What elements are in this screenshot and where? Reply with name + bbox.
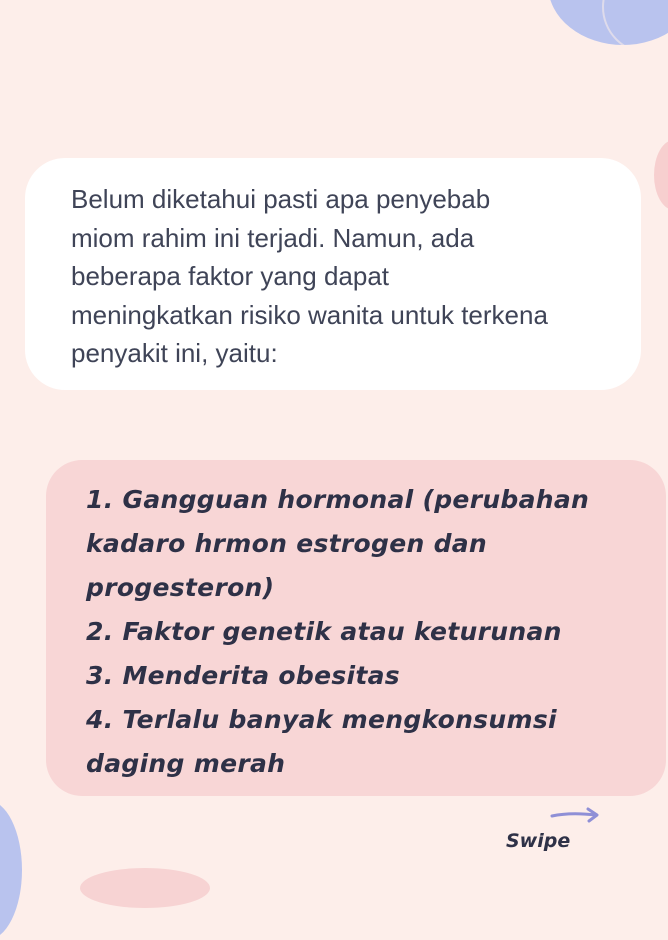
list-line: progesteron) xyxy=(86,573,275,602)
list-line: 2. Faktor genetik atau keturunan xyxy=(86,617,562,646)
intro-line: beberapa faktor yang dapat xyxy=(71,261,390,291)
list-line: daging merah xyxy=(86,749,286,778)
intro-card xyxy=(25,158,641,390)
intro-line: miom rahim ini terjadi. Namun, ada xyxy=(71,222,475,253)
decorative-blob-bottom xyxy=(80,868,210,908)
arrow-right-icon[interactable] xyxy=(550,806,602,824)
decorative-blob-right xyxy=(654,140,668,210)
intro-line: penyakit ini, yaitu: xyxy=(71,338,278,368)
list-line: 1. Gangguan hormonal (perubahan xyxy=(86,485,590,514)
intro-line: Belum diketahui pasti apa penyebab xyxy=(71,184,491,214)
list-line: kadaro hrmon estrogen dan xyxy=(86,529,488,558)
risk-factors-card xyxy=(46,460,666,796)
list-line: 4. Terlalu banyak mengkonsumsi xyxy=(86,705,557,734)
decorative-blob-bottom-left xyxy=(0,800,22,940)
swipe-button[interactable]: Swipe xyxy=(506,830,571,852)
decorative-ring-top-right xyxy=(602,0,668,54)
list-line: 3. Menderita obesitas xyxy=(86,661,400,690)
intro-line: meningkatkan risiko wanita untuk terkena xyxy=(71,299,548,330)
